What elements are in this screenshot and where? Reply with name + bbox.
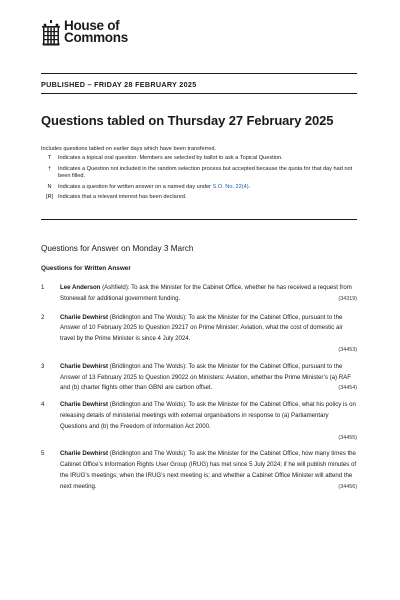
question-body — [60, 362, 357, 394]
intro-text: Includes questions tabled on earlier days which have been transferred. — [41, 146, 217, 152]
question-reference: (34319) — [338, 295, 357, 302]
question-reference: (34454) — [338, 385, 357, 392]
legend-symbol: T — [47, 155, 52, 161]
question-number: 3 — [41, 362, 45, 370]
member-name: Charlie Dewhirst — [60, 362, 109, 370]
legend-item-topical — [41, 155, 357, 163]
legend-symbol: † — [47, 165, 52, 172]
standing-order-link[interactable]: S.O. No. 22(4) — [212, 183, 249, 190]
questions-list — [41, 283, 357, 493]
logo-line-2: Commons — [64, 30, 128, 45]
legend-text-after: . — [248, 183, 251, 190]
question-text: To ask the Minister for the Cabinet Office, whether he has received a request from Stonewall for additional government funding. — [60, 284, 352, 302]
legend-text — [58, 184, 357, 192]
question-text: To ask the Minister for the Cabinet Office, what his policy is on releasing details of ministerial meetings with external organisations in response to (a) Parliamentary Questions and (b) the Freedom of Information Act 2000. — [60, 401, 356, 430]
legend-divider — [41, 219, 357, 220]
constituency: (Bridlington and The Wolds): — [108, 313, 189, 321]
section-heading: Questions for Answer on Monday 3 March — [41, 244, 194, 253]
legend-text: Indicates a Question not included in the random selection process but accepted because the quota for that day had not been filled. — [58, 165, 353, 180]
question-item — [41, 283, 357, 305]
legend-text-lead: Indicates a question for written answer on a named day under — [58, 183, 213, 190]
legend-symbol: N — [47, 183, 52, 190]
question-reference: (34455) — [338, 434, 357, 441]
house-of-commons-logo — [41, 20, 128, 46]
question-number: 1 — [41, 284, 45, 291]
constituency: (Ashfield): — [100, 284, 132, 291]
published-date: PUBLISHED – FRIDAY 28 FEBRUARY 2025 — [41, 80, 197, 89]
question-reference: (34453) — [338, 346, 357, 353]
published-divider — [41, 93, 357, 94]
page-title: Questions tabled on Thursday 27 February 2025 — [41, 113, 334, 128]
member-name: Lee Anderson — [60, 284, 101, 291]
question-text: To ask the Minister for the Cabinet Office, pursuant to the Answer of 10 February 2025 to Question 29217 on Prime Minister: Aviation, what the cost of domestic air travel by the Prime Minister is since 4 July 2024. — [60, 313, 343, 343]
question-text: To ask the Minister for the Cabinet Office, how many times the Cabinet Office’s Information Rights User Group (IRUG) has met since 5 July 2024; if he will publish minutes of the IRUG’s meetings; when the IRUG’s next meeting is; and whether a Cabinet Office Minister will attend the next meeting. — [60, 450, 357, 490]
legend-text: Indicates a topical oral question. Members are selected by ballot to ask a Topical Question. — [58, 155, 283, 161]
constituency: (Bridlington and The Wolds): — [108, 450, 189, 458]
legend — [41, 155, 357, 205]
logo-wordmark — [64, 20, 128, 44]
legend-item-dagger — [41, 166, 357, 181]
portcullis-icon — [41, 20, 61, 46]
member-name: Charlie Dewhirst — [60, 450, 109, 458]
logo-line-1: House of — [64, 18, 120, 33]
question-body — [60, 283, 357, 305]
top-divider — [41, 73, 357, 74]
legend-symbol: [R] — [45, 194, 54, 201]
constituency: (Bridlington and The Wolds): — [108, 401, 189, 409]
member-name: Charlie Dewhirst — [60, 401, 109, 409]
question-item — [41, 313, 357, 356]
question-number: 5 — [41, 450, 45, 458]
question-number: 2 — [41, 313, 45, 321]
legend-item-named-day — [41, 184, 357, 192]
member-name: Charlie Dewhirst — [60, 313, 109, 321]
question-item — [41, 400, 357, 443]
section-subheading: Questions for Written Answer — [41, 265, 131, 272]
question-body — [60, 400, 357, 443]
question-reference: (34456) — [338, 483, 357, 490]
question-text: To ask the Minister for the Cabinet Office, pursuant to the Answer of 13 February 2025 to Question 29022 on Ministers: Aviation, whether the Prime Minister’s (a) RAF and (b) charter flights other than GBNI are carbon offset. — [60, 362, 351, 392]
constituency: (Bridlington and The Wolds): — [108, 362, 189, 370]
question-body — [60, 449, 357, 492]
legend-text: Indicates that a relevant interest has been declared. — [58, 194, 187, 201]
question-number: 4 — [41, 401, 45, 409]
question-body — [60, 313, 357, 356]
question-item — [41, 362, 357, 394]
legend-item-relevant-interest — [41, 194, 357, 202]
question-item — [41, 449, 357, 492]
